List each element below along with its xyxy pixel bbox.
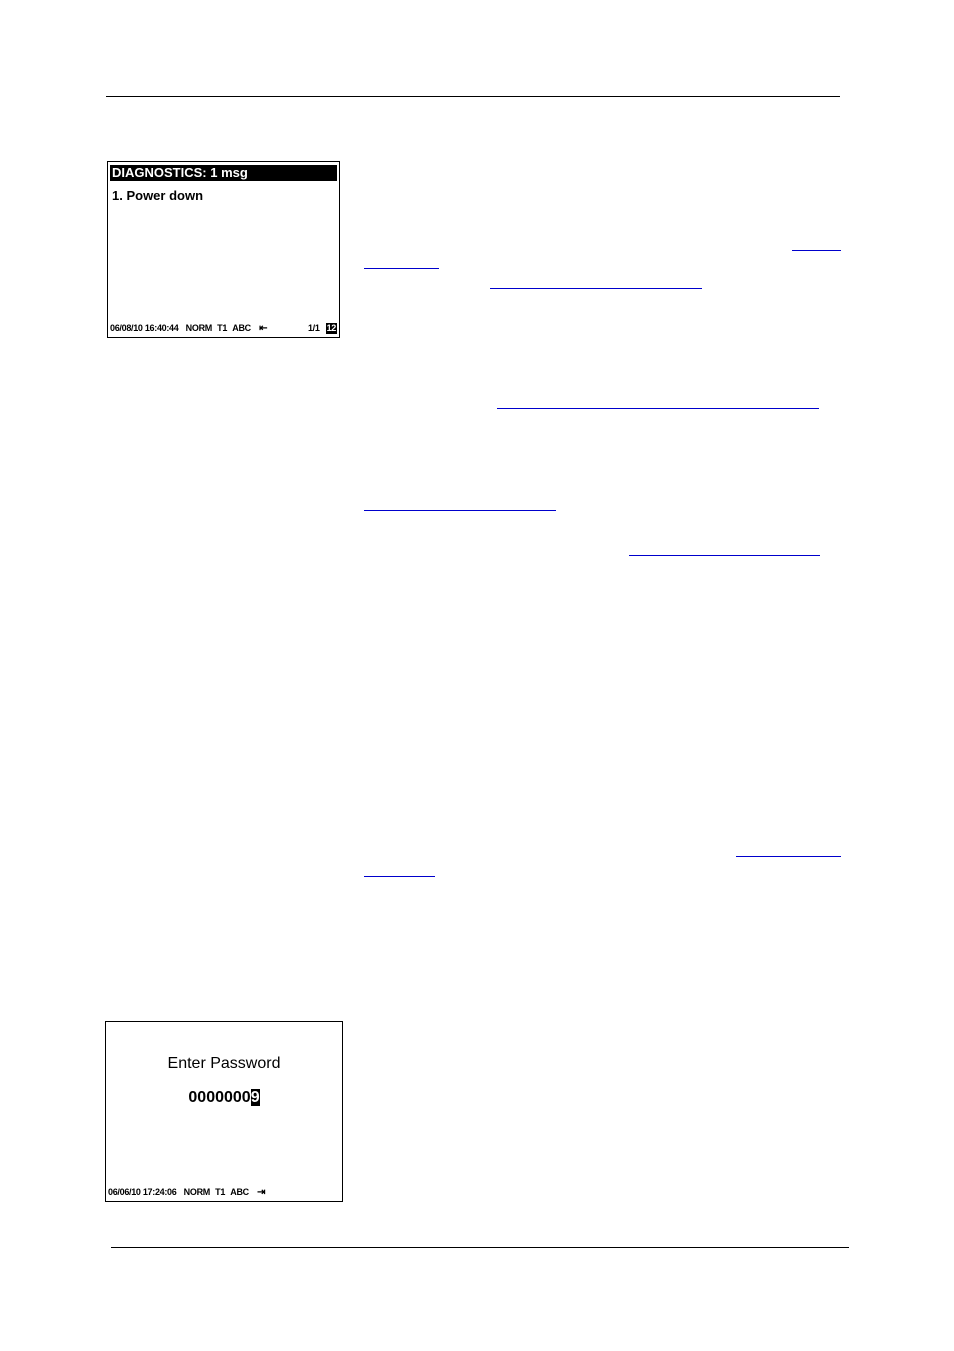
password-title: Enter Password: [167, 1055, 281, 1072]
status-tariff: T1: [215, 1187, 226, 1197]
link-underline[interactable]: [364, 268, 439, 269]
page-number: 1/1: [307, 323, 320, 333]
password-display: [105, 1021, 343, 1202]
arrow-right-bar-icon: ⇥: [257, 1187, 266, 1198]
diagnostics-display: [107, 161, 340, 338]
footer-rule: [111, 1247, 849, 1248]
link-underline[interactable]: [792, 250, 841, 251]
status-bar: [108, 1186, 340, 1198]
screen-number-badge: 12: [326, 323, 336, 333]
password-cursor-digit: 9: [250, 1089, 260, 1106]
arrow-left-bar-icon: ⇤: [259, 323, 268, 334]
password-digits: 0000000: [188, 1089, 251, 1106]
link-underline[interactable]: [490, 288, 702, 289]
status-mode: NORM: [185, 323, 212, 333]
link-underline[interactable]: [364, 876, 435, 877]
status-tariff: T1: [217, 323, 228, 333]
status-datetime: 06/06/10 17:24:06: [108, 1187, 177, 1197]
status-mode: NORM: [183, 1187, 210, 1197]
link-underline[interactable]: [364, 510, 556, 511]
status-phases: ABC: [232, 323, 251, 333]
link-underline[interactable]: [497, 408, 819, 409]
link-underline[interactable]: [736, 856, 841, 857]
header-rule: [106, 96, 840, 97]
status-phases: ABC: [230, 1187, 249, 1197]
status-datetime: 06/08/10 16:40:44: [110, 323, 179, 333]
diagnostics-title: DIAGNOSTICS: 1 msg: [110, 165, 337, 181]
diagnostics-message: 1. Power down: [112, 188, 204, 203]
status-bar: [110, 322, 337, 334]
password-value: [106, 1089, 342, 1107]
page-indicator: [308, 322, 337, 334]
link-underline[interactable]: [629, 555, 820, 556]
